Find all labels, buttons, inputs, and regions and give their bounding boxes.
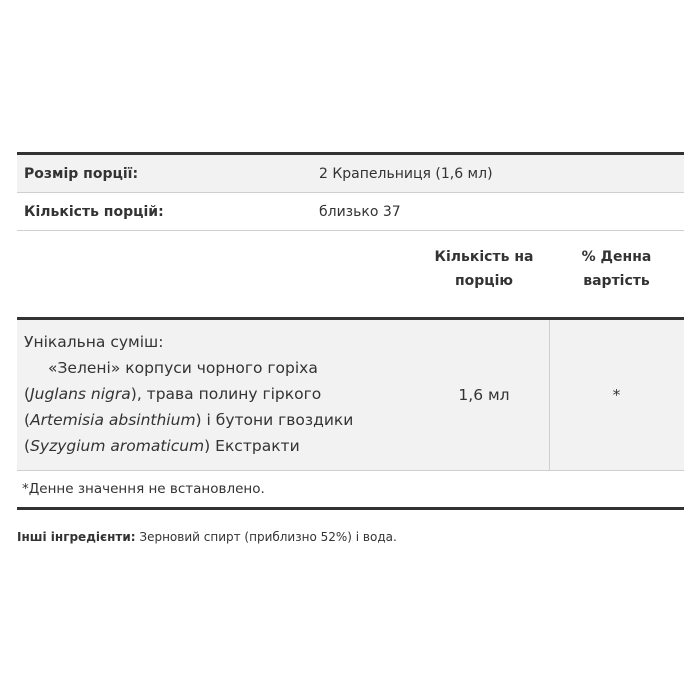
servings-count-value: близько 37 (319, 203, 401, 220)
serving-size-row (17, 155, 684, 192)
other-ingredients-text: Зерновий спирт (приблизно 52%) і вода. (135, 530, 397, 544)
bottom-rule (17, 507, 684, 510)
serving-size-label: Розмір порції: (24, 165, 139, 182)
blend-name: Унікальна суміш: (24, 333, 164, 351)
blend-daily-value: * (612, 386, 621, 404)
blend-amount: 1,6 мл (458, 386, 510, 404)
daily-value-footnote: *Денне значення не встановлено. (22, 481, 265, 497)
serving-size-value: 2 Крапельниця (1,6 мл) (319, 165, 493, 182)
servings-count-row (17, 193, 684, 230)
other-ingredients (17, 530, 397, 544)
servings-count-label: Кількість порцій: (24, 203, 164, 220)
amount-per-serving-header: Кількість на порцію (434, 249, 534, 289)
blend-ingredients: «Зелені» корпуси чорного горіха (Juglans nigra), трава полину гіркого (Artemisia absinthium) і бутони гвоздики (Syzygium aromaticum) Екстракти (24, 359, 354, 455)
daily-value-header: % Денна вартість (581, 249, 652, 289)
supplement-facts-panel (17, 152, 684, 510)
other-ingredients-label: Інші інгредієнти: (17, 530, 136, 544)
proprietary-blend-row (17, 320, 684, 470)
table-header-row (17, 231, 684, 317)
